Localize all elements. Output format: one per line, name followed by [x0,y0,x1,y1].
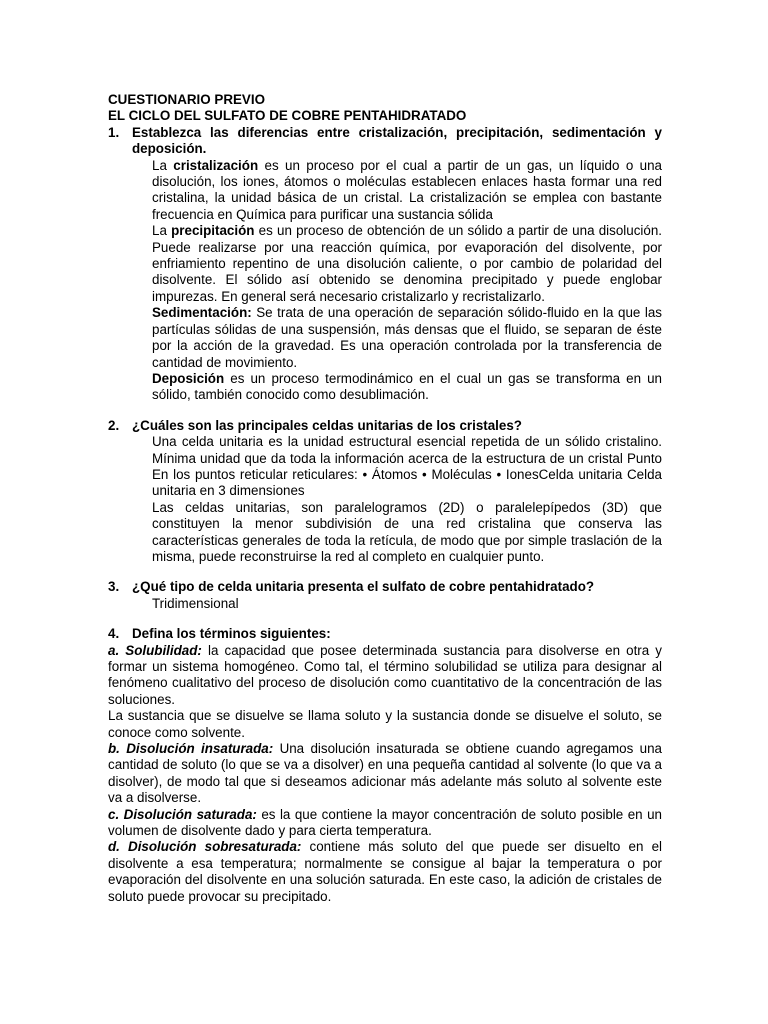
definition-disolucion-sobresaturada: d. Disolución sobresaturada: contiene más soluto del que puede ser disuelto en el disolvente a esa temperatura; normalmente se consigue al bajar la temperatura o por evaporación del disolvente en una solución saturada. En este caso, la adición de cristales de soluto puede provocar su precipitado. [108,839,662,904]
term-precipitacion: precipitación [171,223,255,239]
definition-solubilidad: a. Solubilidad: la capacidad que posee determinada sustancia para disolverse en otra y formar un sistema homogéneo. Como tal, el término solubilidad se utiliza para designar al fenómeno cualitativo del proceso de disolución como cuantitativo de la concentración de las soluciones. [108,642,662,707]
question-3-number: 3. [108,579,120,595]
term-deposicion: Deposición [152,370,225,386]
term-disolucion-saturada: c. Disolución saturada: [108,806,257,822]
definition-disolucion-insaturada: b. Disolución insaturada: Una disolución insaturada se obtiene cuando agregamos una cantidad de soluto (lo que se va a disolver) en una pequeña cantidad al solvente (lo que va a disolver), de modo tal que si deseamos adicionar más adelante más soluto al solvente este va a disolverse. [108,741,662,806]
answer-3: Tridimensional [152,595,239,611]
question-1 [108,125,662,158]
term-disolucion-insaturada: b. Disolución insaturada: [108,741,274,757]
paragraph-cristalizacion: La cristalización es un proceso por el cual a partir de un gas, un líquido o una disolución, los iones, átomos o moléculas establecen enlaces hasta formar una red cristalina, la unidad básica de un cristal. La cristalización se emplea con bastante frecuencia en Química para purificar una sustancia sólida [152,157,662,222]
definition-disolucion-saturada: c. Disolución saturada: es la que contiene la mayor concentración de soluto posible en un volumen de disolvente dado y para cierta temperatura. [108,806,662,839]
question-4-number: 4. [108,626,120,642]
question-2-number: 2. [108,417,120,433]
paragraph-sedimentacion: Sedimentación: Se trata de una operación de separación sólido-fluido en la que las partículas sólidas de una suspensión, más densas que el fluido, se separan de éste por la acción de la gravedad. Es una operación controlada por la transferencia de cantidad de movimiento. [152,305,662,370]
question-2 [108,418,662,434]
term-solubilidad: a. Solubilidad: [108,642,202,658]
term-disolucion-sobresaturada: d. Disolución sobresaturada: [108,839,302,855]
question-2-text: ¿Cuáles son las principales celdas unitarias de los cristales? [132,417,522,433]
question-4-text: Defina los términos siguientes: [132,626,331,642]
paragraph-deposicion: Deposición es un proceso termodinámico en el cual un gas se transforma en un sólido, también conocido como desublimación. [152,370,662,403]
paragraph-soluto-solvente: La sustancia que se disuelve se llama soluto y la sustancia donde se disuelve el soluto, se conoce como solvente. [108,708,662,740]
paragraph-celda-unitaria-2: Las celdas unitarias, son paralelogramos (2D) o paralelepípedos (3D) que constituyen la menor subdivisión de una red cristalina que conserva las características generales de toda la retícula, de modo que por simple traslación de la misma, puede reconstruirse la red al completo en cualquier punto. [152,499,662,564]
doc-title-2: EL CICLO DEL SULFATO DE COBRE PENTAHIDRATADO [108,108,467,124]
question-3-text: ¿Qué tipo de celda unitaria presenta el sulfato de cobre pentahidratado? [132,579,595,595]
question-3 [108,579,662,595]
question-1-text: Establezca las diferencias entre cristalización, precipitación, sedimentación y deposición. [132,124,662,157]
question-4 [108,626,662,642]
paragraph-celda-unitaria-1: Una celda unitaria es la unidad estructural esencial repetida de un sólido cristalino. Mínima unidad que da toda la información acerca de la estructura de un cristal Punto En los puntos reticular reticulares: • Átomos • Moléculas • IonesCelda unitaria Celda unitaria en 3 dimensiones [152,434,662,499]
document-page [108,92,662,905]
doc-title-1: CUESTIONARIO PREVIO [108,92,265,107]
question-1-number: 1. [108,124,120,140]
term-cristalizacion: cristalización [173,157,259,173]
term-sedimentacion: Sedimentación: [152,305,252,321]
paragraph-precipitacion: La precipitación es un proceso de obtención de un sólido a partir de una disolución. Puede realizarse por una reacción química, por evaporación del disolvente, por enfriamiento repentino de una disolución caliente, o por cambio de polaridad del disolvente. El sólido así obtenido se denomina precipitado y puede englobar impurezas. En general será necesario cristalizarlo y recristalizarlo. [152,223,662,304]
